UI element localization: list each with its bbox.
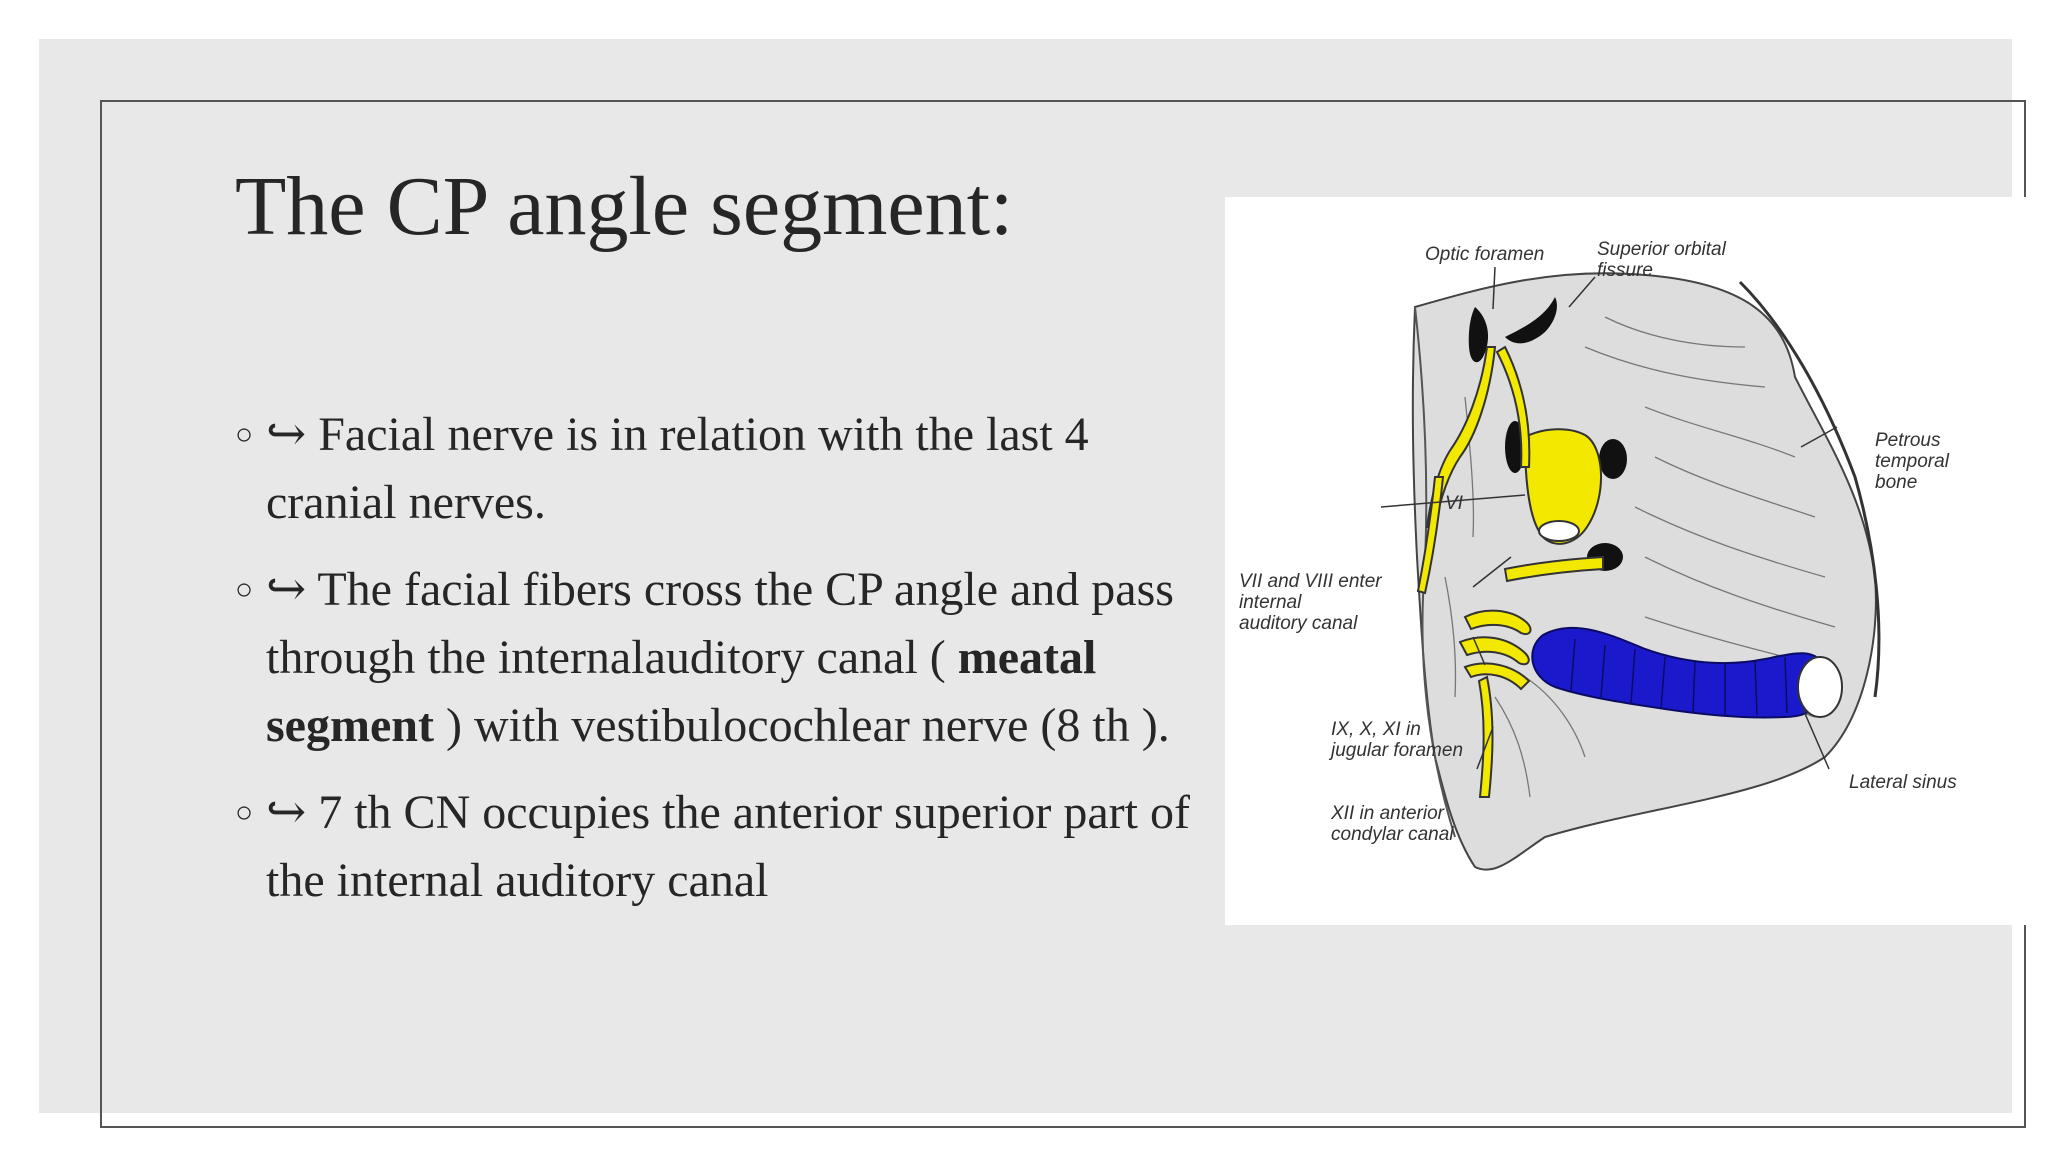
sinus-cut-end bbox=[1798, 657, 1842, 717]
label-petrous-line2: temporal bbox=[1875, 451, 1949, 472]
bullet-marker: ○ bbox=[235, 573, 254, 606]
slide-title: The CP angle segment: bbox=[235, 160, 1014, 253]
label-xii-line2: condylar canal bbox=[1331, 824, 1454, 845]
label-petrous-line1: Petrous bbox=[1875, 430, 1941, 451]
label-petrous-line3: bone bbox=[1875, 472, 1918, 493]
label-vii-viii-line2: internal bbox=[1239, 592, 1302, 613]
bullet-item bbox=[235, 556, 1220, 760]
skull-base-illustration bbox=[1225, 197, 2048, 925]
bullet-text: ↪ Facial nerve is in relation with the last 4 cranial nerves. bbox=[266, 408, 1089, 529]
bullet-marker: ○ bbox=[235, 796, 254, 829]
slide bbox=[39, 39, 2012, 1113]
bullet-text: ↪ 7 th CN occupies the anterior superior part of the internal auditory canal bbox=[266, 786, 1190, 907]
label-superior-orbital-line1: Superior orbital bbox=[1597, 239, 1726, 260]
label-vii-viii-line1: VII and VIII enter bbox=[1239, 571, 1382, 592]
label-lateral-sinus: Lateral sinus bbox=[1849, 772, 1957, 793]
bullet-item bbox=[235, 779, 1220, 915]
bullet-text-bold: meatal segment bbox=[266, 631, 1097, 752]
label-vi: VI bbox=[1445, 493, 1463, 514]
bullet-item bbox=[235, 401, 1220, 537]
label-ix-x-xi-line1: IX, X, XI in bbox=[1331, 719, 1421, 740]
bullet-text: ) with vestibulocochlear nerve (8 th ). bbox=[433, 699, 1170, 752]
label-vii-viii-line3: auditory canal bbox=[1239, 613, 1358, 634]
foramen-ovale-shape bbox=[1599, 439, 1627, 479]
label-superior-orbital-line2: fissure bbox=[1597, 260, 1653, 281]
bullet-text: ↪ The facial fibers cross the CP angle and pass through the internalauditory canal ( bbox=[266, 563, 1174, 684]
nerve-cut-end bbox=[1539, 521, 1579, 541]
label-xii-line1: XII in anterior bbox=[1331, 803, 1444, 824]
bullet-marker: ○ bbox=[235, 418, 254, 451]
bullet-list bbox=[235, 401, 1220, 934]
anatomy-figure bbox=[1225, 197, 2048, 925]
label-ix-x-xi-line2: jugular foramen bbox=[1331, 740, 1464, 761]
label-optic-foramen: Optic foramen bbox=[1425, 244, 1545, 265]
